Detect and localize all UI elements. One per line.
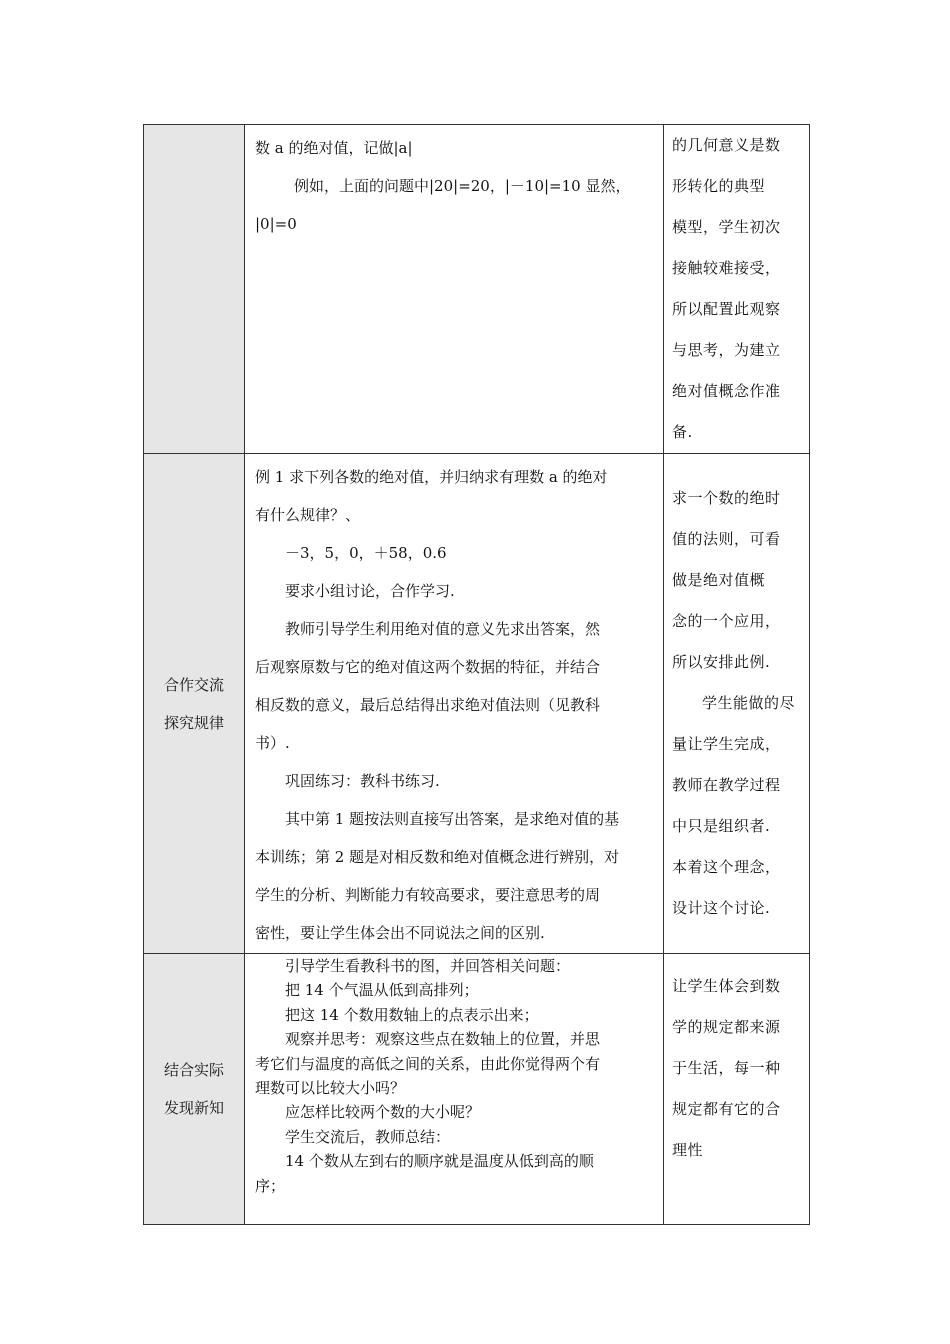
activity-line: 巩固练习：教科书练习.: [285, 772, 440, 790]
note-line: 所以配置此观察: [672, 300, 781, 318]
note-line: 值的法则，可看: [672, 530, 781, 548]
note-line: 求一个数的绝时: [672, 489, 781, 507]
note-line: 形转化的典型: [672, 177, 766, 195]
activity-line: 考它们与温度的高低之间的关系，由此你觉得两个有: [255, 1054, 601, 1073]
activity-line: 引导学生看教科书的图，并回答相关问题：: [285, 957, 571, 975]
note-line: 模型，学生初次: [672, 218, 781, 236]
activity-line: 学生交流后，教师总结：: [285, 1127, 451, 1146]
design-intent-cell: [664, 125, 810, 454]
stage-label: [144, 1051, 244, 1127]
activity-line: 本训练；第 2 题是对相反数和绝对值概念进行辨别，对: [255, 848, 620, 866]
activity-line: －3，5，0，＋58，0.6: [285, 544, 447, 562]
stage-label-line: 发现新知: [163, 1099, 224, 1117]
activity-cell: [245, 454, 664, 954]
activity-line: 应怎样比较两个数的大小呢？: [285, 1103, 481, 1122]
design-intent-text: [664, 125, 809, 453]
stage-label-line: 结合实际: [163, 1061, 224, 1079]
activity-text: [245, 125, 663, 243]
note-line: 教师在教学过程: [672, 776, 781, 794]
activity-line: 要求小组讨论，合作学习.: [285, 582, 455, 600]
note-line: 所以安排此例.: [672, 653, 771, 671]
note-line: 量让学生完成，: [672, 735, 781, 753]
note-line: 于生活，每一种: [672, 1059, 781, 1077]
stage-label-line: 合作交流: [163, 675, 224, 694]
note-line: 接触较难接受，: [672, 259, 781, 277]
activity-line: 教师引导学生利用绝对值的意义先求出答案，然: [285, 620, 601, 638]
activity-line: 书）.: [255, 734, 290, 752]
stage-label-line: 探究规律: [163, 713, 224, 732]
activity-line: |0|=0: [255, 215, 297, 233]
activity-text: [245, 954, 663, 1198]
activity-line: 数 a 的绝对值，记做|a|: [255, 139, 413, 157]
note-line: 中只是组织者.: [672, 817, 771, 835]
activity-line: 后观察原数与它的绝对值这两个数据的特征，并结合: [255, 658, 601, 676]
activity-line: 有什么规律？、: [255, 506, 361, 524]
activity-cell: [245, 954, 664, 1225]
activity-line: 理数可以比较大小吗？: [255, 1079, 406, 1098]
activity-line: 观察并思考：观察这些点在数轴上的位置，并思: [285, 1030, 601, 1049]
note-line: 念的一个应用，: [672, 612, 781, 630]
note-line: 本着这个理念，: [672, 858, 781, 876]
lesson-plan-table: [143, 124, 810, 1225]
note-line: 理性: [672, 1141, 704, 1159]
activity-line: 序；: [255, 1176, 286, 1195]
activity-line: 例如，上面的问题中|20|=20，|－10|=10 显然，: [294, 177, 631, 195]
stage-cell: [144, 954, 245, 1225]
note-line: 学的规定都来源: [672, 1018, 781, 1036]
design-intent-cell: [664, 954, 810, 1225]
note-line: 让学生体会到数: [672, 977, 781, 995]
table-row: [144, 454, 810, 954]
note-line: 学生能做的尽: [702, 694, 796, 712]
note-line: 的几何意义是数: [672, 136, 781, 154]
activity-line: 其中第 1 题按法则直接写出答案，是求绝对值的基: [285, 810, 620, 828]
activity-line: 把 14 个气温从低到高排列；: [285, 981, 479, 1000]
design-intent-text: [664, 454, 809, 929]
stage-label: [144, 666, 244, 742]
activity-line: 学生的分析、判断能力有较高要求，要注意思考的周: [255, 886, 601, 904]
note-line: 备.: [672, 423, 693, 441]
activity-line: 14 个数从左到右的顺序就是温度从低到高的顺: [285, 1152, 594, 1171]
activity-line: 例 1 求下列各数的绝对值，并归纳求有理数 a 的绝对: [255, 468, 608, 486]
note-line: 设计这个讨论.: [672, 899, 771, 917]
design-intent-text: [664, 954, 809, 1171]
note-line: 规定都有它的合: [672, 1100, 781, 1118]
design-intent-cell: [664, 454, 810, 954]
activity-text: [245, 454, 663, 952]
activity-cell: [245, 125, 664, 454]
note-line: 绝对值概念作准: [672, 382, 781, 400]
note-line: 做是绝对值概: [672, 571, 766, 589]
stage-cell: [144, 125, 245, 454]
activity-line: 相反数的意义，最后总结得出求绝对值法则（见教科: [255, 696, 601, 714]
table-row: [144, 954, 810, 1225]
note-line: 与思考，为建立: [672, 341, 781, 359]
stage-cell: [144, 454, 245, 954]
table-row: [144, 125, 810, 454]
activity-line: 把这 14 个数用数轴上的点表示出来；: [285, 1005, 539, 1024]
activity-line: 密性，要让学生体会出不同说法之间的区别.: [255, 924, 545, 942]
